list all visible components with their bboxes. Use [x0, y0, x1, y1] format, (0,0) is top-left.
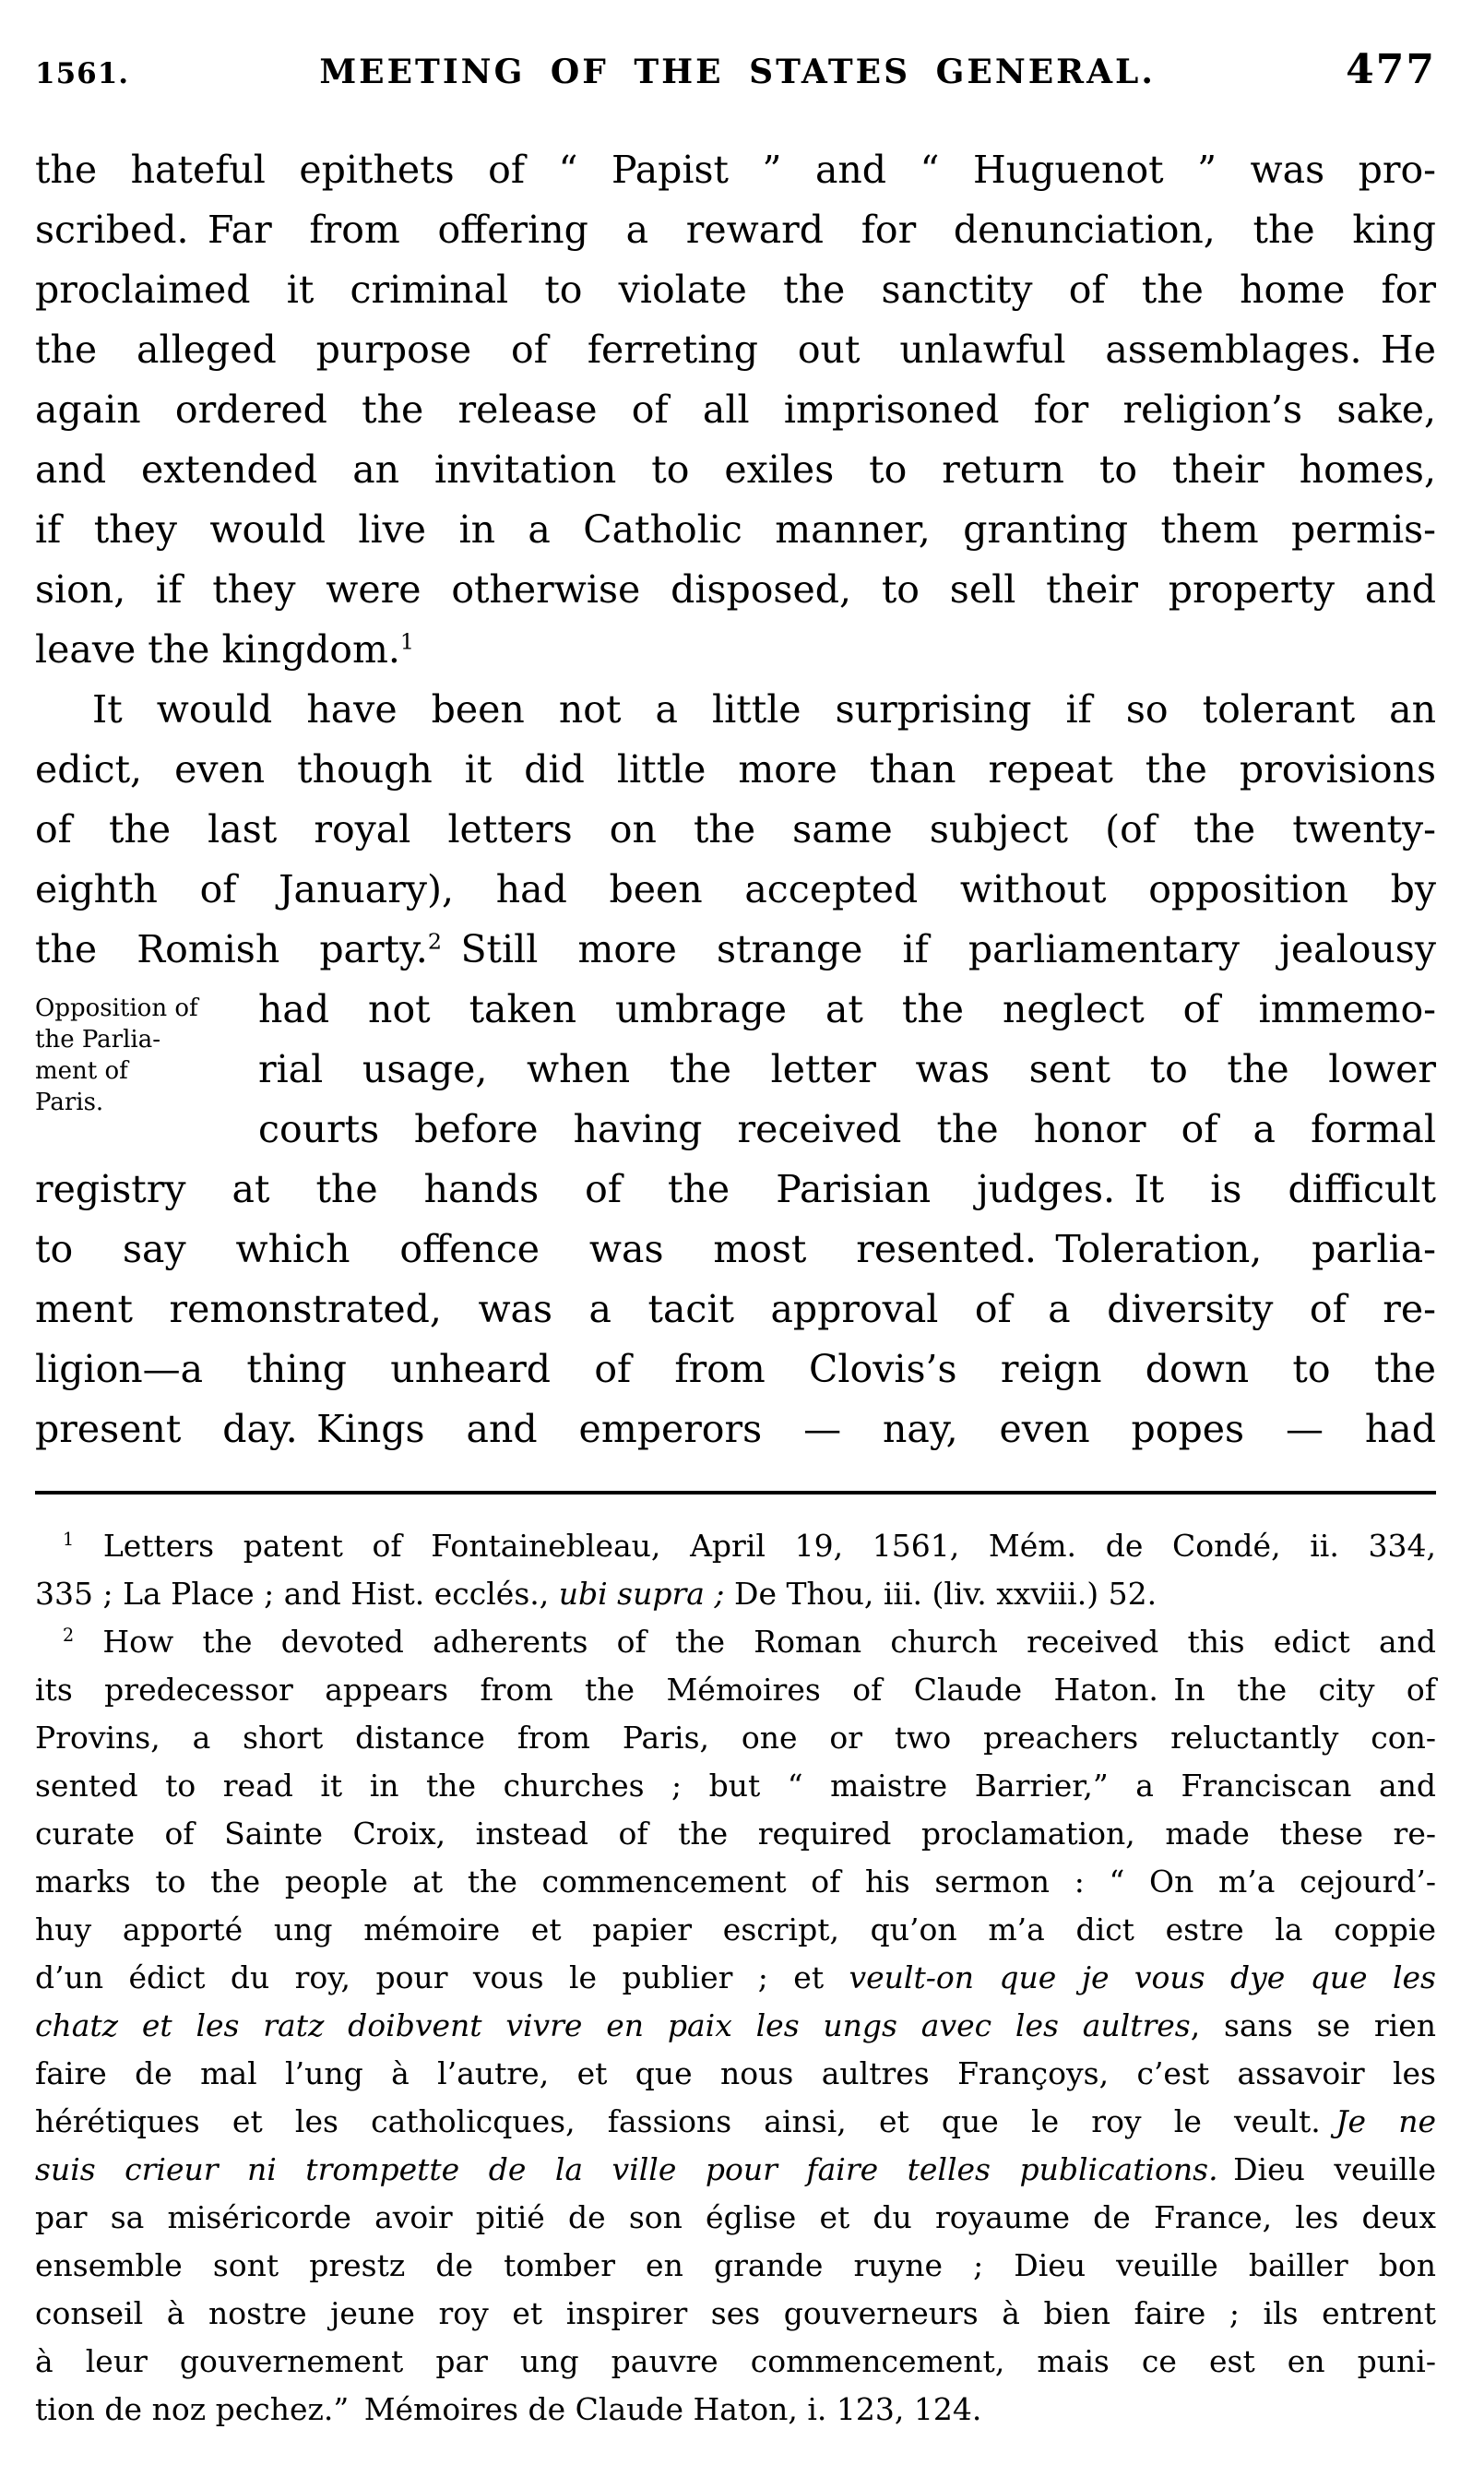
text-segment: De Thou, iii. (liv. xxviii.) 52. — [724, 1576, 1158, 1612]
text-line — [35, 860, 1436, 920]
footnote-marker: 1 — [399, 628, 415, 655]
text-segment: , sans se rien — [1190, 2007, 1436, 2043]
text-segment: of the last royal letters on the same subject (of the twenty- — [35, 807, 1436, 851]
margin-note-line: Paris. — [35, 1089, 104, 1116]
text-segment: huy apporté ung mémoire et papier escript, qu’on m’a dict estre la coppie — [35, 1911, 1436, 1947]
text-segment: scribed. Far from offering a reward for denunciation, the king — [35, 208, 1436, 252]
text-line — [35, 1810, 1436, 1858]
text-segment: ubi supra ; — [558, 1576, 725, 1612]
text-segment: present day. Kings and emperors — nay, even popes — had — [35, 1407, 1436, 1451]
text-segment: Letters patent of Fontainebleau, April 19, 1561, Mém. de Condé, ii. 334, — [74, 1528, 1436, 1564]
footnote-marker: 2 — [63, 1625, 75, 1646]
text-line — [35, 2002, 1436, 2050]
text-line — [35, 1340, 1436, 1399]
text-segment: the alleged purpose of ferreting out unlawful assemblages. He — [35, 327, 1436, 372]
text-line — [35, 1714, 1436, 1762]
text-segment: 335 ; La Place ; and Hist. ecclés., — [35, 1576, 559, 1612]
margin-note-line: the Parlia- — [35, 1026, 161, 1054]
text-segment: to say which offence was most resented. Toleration, parlia- — [35, 1227, 1436, 1271]
text-segment: conseil à nostre jeune roy et inspirer ses gouverneurs à bien faire ; ils entrent — [35, 2295, 1436, 2331]
text-line — [35, 920, 1436, 980]
text-segment: ensemble sont prestz de tomber en grande ruyne ; Dieu veuille bailler bon — [35, 2247, 1436, 2283]
text-line — [35, 1762, 1436, 1810]
text-segment: faire de mal l’ung à l’autre, et que nous aultres Françoys, c’est assavoir les — [35, 2055, 1436, 2091]
text-segment: its predecessor appears from the Mémoires of Claude Haton. In the city of — [35, 1672, 1436, 1708]
text-segment: edict, even though it did little more than repeat the provisions — [35, 747, 1436, 792]
text-line — [35, 140, 1436, 200]
text-segment: again ordered the release of all imprisoned for religion’s sake, — [35, 387, 1436, 432]
text-segment: à leur gouvernement par ung pauvre commencement, mais ce est en puni- — [35, 2343, 1436, 2379]
text-line — [258, 1040, 1436, 1100]
margin-note — [35, 993, 252, 1118]
text-segment: sion, if they were otherwise disposed, to sell their property and — [35, 567, 1436, 612]
text-segment: veult-on que je vous dye que les — [849, 1959, 1436, 1995]
text-line — [258, 1100, 1436, 1160]
text-segment: chatz et les ratz doibvent vivre en paix les ungs avec les aultres — [35, 2007, 1191, 2043]
text-segment: curate of Sainte Croix, instead of the required proclamation, made these re- — [35, 1816, 1436, 1852]
margin-note-line: ment of — [35, 1057, 128, 1085]
text-line — [35, 2242, 1436, 2290]
running-head-title: MEETING OF THE STATES GENERAL. — [319, 53, 1156, 91]
text-line — [35, 500, 1436, 560]
text-segment: if they would live in a Catholic manner, granting them permis- — [35, 507, 1436, 552]
text-line — [35, 2194, 1436, 2242]
footnote-marker: 2 — [427, 928, 442, 955]
text-line — [35, 800, 1436, 860]
text-line — [35, 740, 1436, 800]
text-line — [35, 200, 1436, 260]
text-segment: leave the kingdom. — [35, 627, 400, 672]
margin-note-line: Opposition of — [35, 994, 198, 1022]
text-segment: Still more strange if parliamentary jealousy — [441, 927, 1437, 971]
text-line — [35, 1906, 1436, 1954]
text-segment: had not taken umbrage at the neglect of immemo- — [258, 987, 1436, 1031]
text-segment: How the devoted adherents of the Roman church received this edict and — [74, 1624, 1436, 1660]
text-line — [35, 1522, 1436, 1570]
text-segment: suis crieur ni trompette de la ville pour faire telles publications. — [35, 2151, 1218, 2187]
text-line — [35, 320, 1436, 380]
footnotes — [35, 1522, 1436, 2434]
text-line — [35, 1618, 1436, 1666]
text-segment: and extended an invitation to exiles to return to their homes, — [35, 447, 1436, 492]
text-segment: the hateful epithets of “ Papist ” and “ Huguenot ” was pro- — [35, 148, 1436, 192]
text-segment: Provins, a short distance from Paris, one or two preachers reluctantly con- — [35, 1720, 1436, 1756]
text-line — [35, 2338, 1436, 2386]
text-segment: ment remonstrated, was a tacit approval of a diversity of re- — [35, 1287, 1436, 1331]
footnote-rule — [35, 1491, 1436, 1494]
text-segment: Je ne — [1336, 2103, 1436, 2139]
text-segment: registry at the hands of the Parisian judges. It is difficult — [35, 1167, 1436, 1211]
text-segment: par sa miséricorde avoir pitié de son église et du royaume de France, les deux — [35, 2199, 1436, 2235]
text-segment: Dieu veuille — [1217, 2151, 1436, 2187]
text-segment: ligion—a thing unheard of from Clovis’s reign down to the — [35, 1347, 1436, 1391]
text-line — [35, 1280, 1436, 1340]
text-line — [35, 440, 1436, 500]
main-text — [35, 140, 1436, 1459]
body-lines — [35, 140, 1436, 1459]
text-segment: the Romish party. — [35, 927, 428, 971]
text-line — [35, 2098, 1436, 2146]
footnote-marker: 1 — [63, 1529, 75, 1550]
text-segment: d’un édict du roy, pour vous le publier ; et — [35, 1959, 849, 1995]
text-line — [35, 1666, 1436, 1714]
text-line — [35, 2050, 1436, 2098]
text-segment: sented to read it in the churches ; but “ maistre Barrier,” a Franciscan and — [35, 1768, 1436, 1804]
page-number: 477 — [1346, 46, 1436, 93]
text-line — [35, 1954, 1436, 2002]
text-line — [35, 620, 1436, 680]
text-segment: eighth of January), had been accepted without opposition by — [35, 867, 1436, 911]
text-segment: hérétiques et les catholicques, fassions ainsi, et que le roy le veult. — [35, 2103, 1336, 2139]
text-line — [35, 2290, 1436, 2338]
text-line — [35, 1399, 1436, 1459]
text-segment: courts before having received the honor of a formal — [258, 1107, 1436, 1151]
text-line — [35, 260, 1436, 320]
text-segment: rial usage, when the letter was sent to the lower — [258, 1047, 1436, 1091]
text-segment: marks to the people at the commencement of his sermon : “ On m’a cejourd’- — [35, 1864, 1436, 1899]
running-head-year: 1561. — [35, 57, 130, 90]
text-segment: It would have been not a little surprising if so tolerant an — [92, 687, 1436, 732]
text-segment: tion de noz pechez.” Mémoires de Claude Haton, i. 123, 124. — [35, 2391, 982, 2427]
text-line — [35, 1570, 1436, 1618]
page-header — [35, 46, 1436, 93]
text-line — [35, 1220, 1436, 1280]
text-line — [258, 980, 1436, 1040]
text-line — [35, 380, 1436, 440]
text-line — [35, 2386, 1436, 2434]
text-line — [35, 1160, 1436, 1220]
text-line — [35, 560, 1436, 620]
text-line — [35, 2146, 1436, 2194]
text-segment: proclaimed it criminal to violate the sanctity of the home for — [35, 268, 1436, 312]
text-line — [35, 1858, 1436, 1906]
text-line — [35, 680, 1436, 740]
